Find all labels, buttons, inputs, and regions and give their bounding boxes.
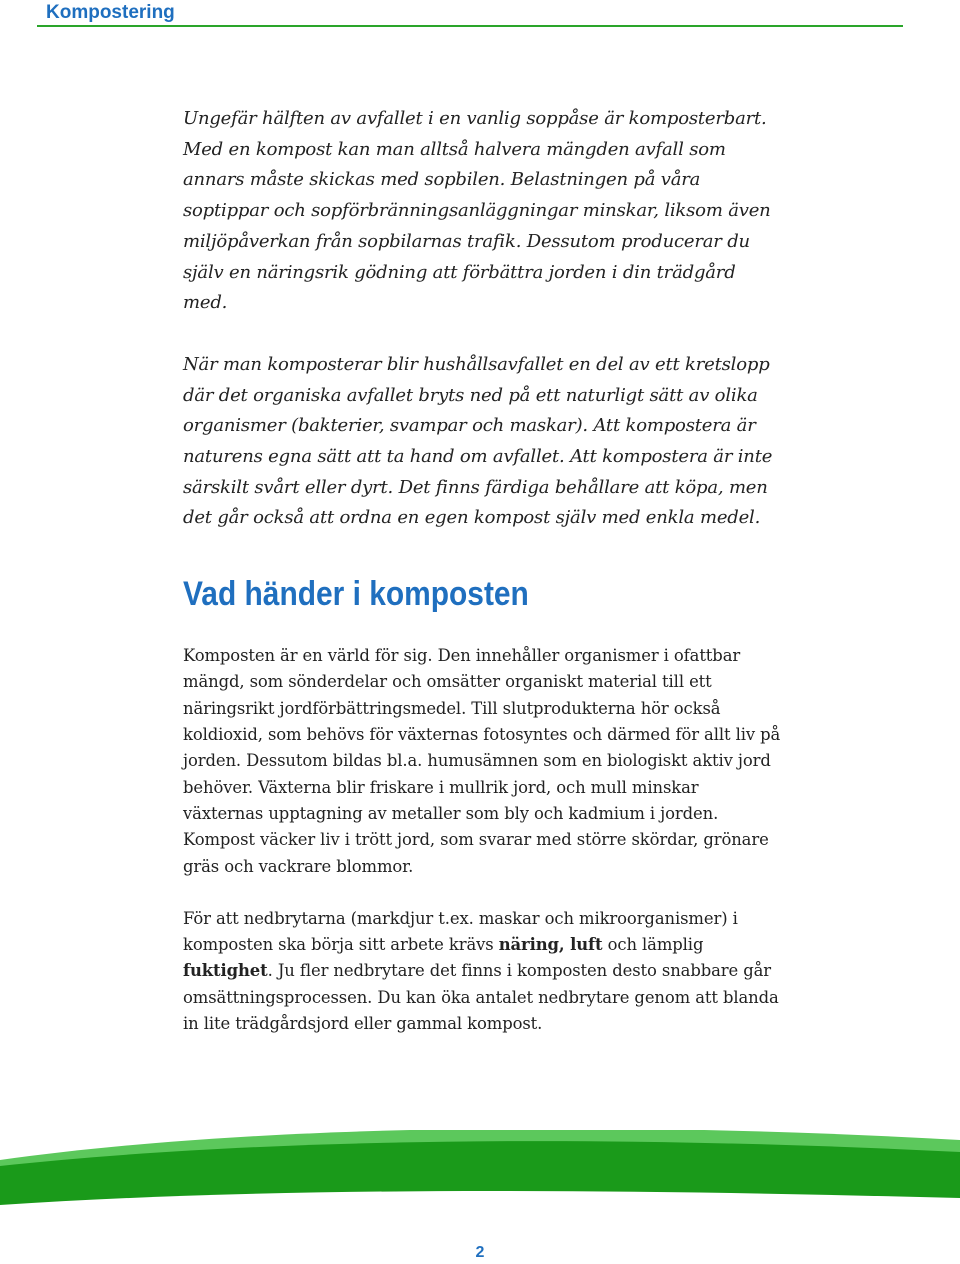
page-header — [37, 0, 903, 27]
section-paragraph-2 — [183, 906, 783, 1037]
intro-paragraph-1: Ungefär hälften av avfallet i en vanlig soppåse är komposterbart. Med en kompost kan man alltså halvera mängden avfall som annars måste skickas med sopbilen. Belastningen på våra soptippar och sopförbränningsanläggningar minskar, liksom även miljöpåverkan från sopbilarnas trafik. Dessutom producerar du själv en näringsrik gödning att förbättra jorden i din trädgård med. — [183, 108, 771, 314]
page-number: 2 — [475, 1244, 485, 1261]
section-paragraph-2-part-3: . Ju fler nedbrytare det finns i komposten desto snabbare går omsättningsprocessen. Du kan öka antalet nedbrytare genom att blanda in lite trädgårdsjord eller gammal kompost. — [183, 961, 779, 1033]
intro-paragraph-2: När man komposterar blir hushållsavfallet en del av ett kretslopp där det organiska avfallet bryts ned på ett naturligt sätt av olika organismer (bakterier, svampar och maskar). Att kompostera är naturens egna sätt att ta hand om avfallet. Att kompostera är inte särskilt svårt eller dyrt. Det finns färdiga behållare att köpa, men det går också att ordna en egen kompost själv med enkla medel. — [183, 353, 773, 529]
section-paragraph-2-part-1: För att nedbrytarna (markdjur t.ex. maskar och mikroorganismer) i komposten ska börja sitt arbete krävs — [183, 908, 738, 955]
main-content — [183, 104, 783, 1037]
header-title: Kompostering — [46, 2, 175, 23]
bold-naring-luft: näring, luft — [498, 935, 603, 955]
bold-fuktighet: fuktighet — [183, 961, 268, 981]
section-paragraph-2-part-2: och lämplig — [602, 935, 704, 955]
section-heading: Vad händer i komposten — [183, 575, 529, 614]
section-paragraph-1: Komposten är en värld för sig. Den innehåller organismer i ofattbar mängd, som sönderdelar och omsätter organiskt material till ett näringsrikt jordförbättringsmedel. Till slutprodukterna hör också koldioxid, som behövs för växternas fotosyntes och därmed för allt liv på jorden. Dessutom bildas bl.a. humusämnen som en biologiskt aktiv jord behöver. Växterna blir friskare i mullrik jord, och mull minskar växternas upptagning av metaller som bly och kadmium i jorden. Kompost väcker liv i trött jord, som svarar med större skördar, grönare gräs och vackrare blommor. — [183, 646, 781, 876]
green-wave-decoration — [0, 1130, 960, 1205]
